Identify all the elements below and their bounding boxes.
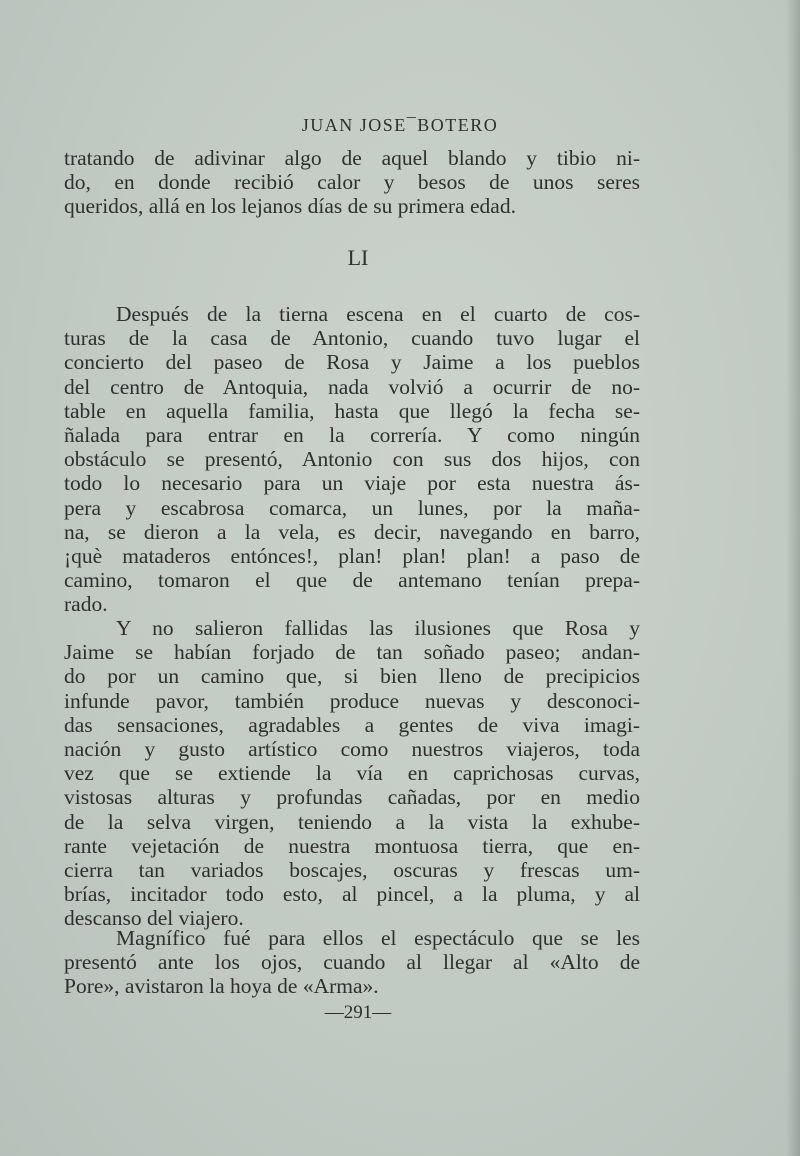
text-line: tratando de adivinar algo de aquel blando y tibio ni- (64, 146, 640, 170)
text-line: do por un camino que, si bien lleno de precipicios (64, 664, 640, 689)
text-line: Pore», avistaron la hoya de «Arma». (64, 974, 379, 999)
text-line: cierra tan variados boscajes, oscuras y frescas um- (64, 857, 640, 882)
page-edge-shadow (786, 0, 800, 1156)
text-line: vez que se extiende la vía en caprichosas curvas, (64, 761, 640, 786)
text-line: nación y gusto artístico como nuestros viajeros, toda (64, 736, 640, 761)
text-line: brías, incitador todo esto, al pincel, a la pluma, y al (64, 882, 640, 907)
text-line: na, se dieron a la vela, es decir, navegando en barro, (64, 519, 640, 544)
text-line: Jaime se habían forjado de tan soñado paseo; andan- (64, 640, 640, 665)
text-line: camino, tomaron el que de antemano tenían prepa- (64, 568, 640, 593)
text-line: obstáculo se presentó, Antonio con sus dos hijos, con (64, 447, 640, 472)
text-line: turas de la casa de Antonio, cuando tuvo lugar el (64, 326, 640, 351)
paragraph-2 (64, 616, 640, 930)
text-line: ¡què mataderos entónces!, plan! plan! plan! a paso de (64, 543, 640, 568)
text-line: pera y escabrosa comarca, un lunes, por la maña- (64, 495, 640, 520)
text-line: table en aquella familia, hasta que llegó la fecha se- (64, 398, 640, 423)
text-line: do, en donde recibió calor y besos de unos seres (64, 170, 640, 195)
text-line: todo lo necesario para un viaje por esta nuestra ás- (64, 471, 640, 496)
chapter-number: LI (347, 245, 369, 270)
text-line: das sensaciones, agradables a gentes de viva imagi- (64, 712, 640, 737)
text-line: Magnífico fué para ellos el espectáculo que se les (116, 926, 640, 950)
text-line: rado. (64, 592, 108, 617)
text-line: infunde pavor, también produce nuevas y desconoci- (64, 688, 640, 713)
text-line: Y no salieron fallidas las ilusiones que Rosa y (116, 616, 640, 640)
text-line: ñalada para entrar en la correría. Y como ningún (64, 422, 640, 447)
paragraph-1 (64, 302, 640, 616)
text-line: del centro de Antoquia, nada volvió a ocurrir de no- (64, 374, 640, 399)
text-line: rante vejetación de nuestra montuosa tierra, que en- (64, 833, 640, 858)
paragraph-3 (64, 926, 640, 999)
text-line: presentó ante los ojos, cuando al llegar al «Alto de (64, 950, 640, 975)
text-line: Después de la tierna escena en el cuarto de cos- (116, 302, 640, 326)
running-title: JUAN JOSE¯BOTERO (301, 115, 499, 135)
opening-paragraph (64, 146, 640, 219)
text-line: descanso del viajero. (64, 906, 244, 931)
text-line: concierto del paseo de Rosa y Jaime a los pueblos (64, 350, 640, 375)
page-number: —291— (324, 1002, 392, 1023)
text-line: queridos, allá en los lejanos días de su primera edad. (64, 194, 516, 219)
text-line: vistosas alturas y profundas cañadas, por en medio (64, 785, 640, 810)
text-line: de la selva virgen, teniendo a la vista la exhube- (64, 809, 640, 834)
